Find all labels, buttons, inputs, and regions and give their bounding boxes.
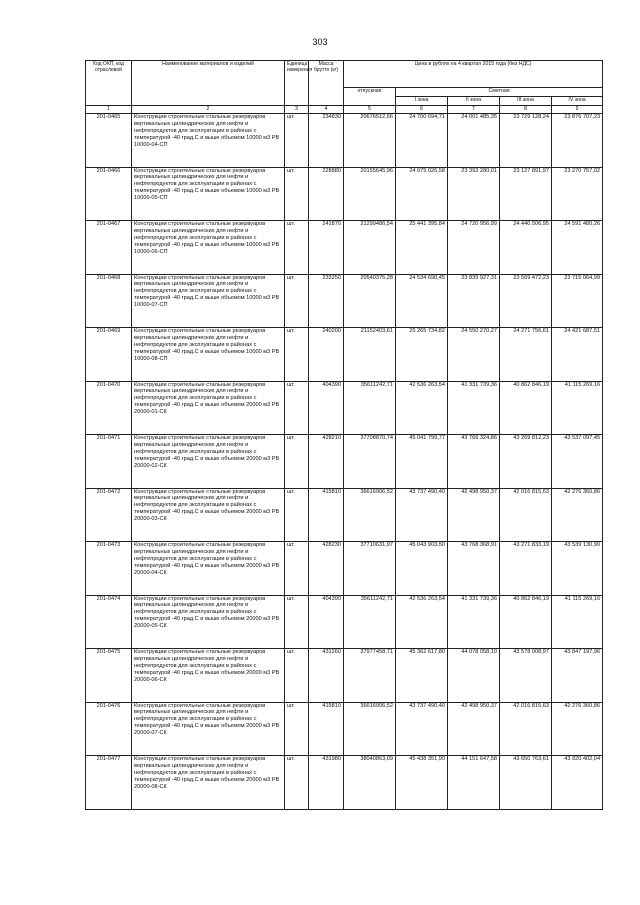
item-name: Конструкции строительные стальные резервуаров вертикальных цилиндрических для нефти и нефтепродуктов для эксплуатации в районах с температурой -40 град.С и выше объемом 10000 м3 РВ 10000-07-СП xyxy=(132,274,285,328)
table-row xyxy=(86,542,603,596)
release-price: 38040863,09 xyxy=(344,756,396,810)
zone-1-price: 45 362 617,80 xyxy=(396,649,448,703)
table-row xyxy=(86,114,603,168)
zone-2-price: 42 498 950,37 xyxy=(448,488,500,542)
zone-4-price: 23 270 757,02 xyxy=(552,167,603,221)
item-unit: шт. xyxy=(285,435,309,489)
column-number: 1 xyxy=(86,106,132,114)
zone-1-price: 43 737 490,40 xyxy=(396,702,448,756)
table-row xyxy=(86,595,603,649)
zone-2-price: 24 550 270,27 xyxy=(448,328,500,382)
price-table xyxy=(85,60,603,810)
item-name: Конструкции строительные стальные резервуаров вертикальных цилиндрических для нефти и нефтепродуктов для эксплуатации в районах с температурой -40 град.С и выше объемом 20000 м3 РВ 20000-08-СК xyxy=(132,756,285,810)
table-row xyxy=(86,167,603,221)
item-name: Конструкции строительные стальные резервуаров вертикальных цилиндрических для нефти и нефтепродуктов для эксплуатации в районах с температурой -40 град.С и выше объемом 20000 м3 РВ 20000-05-СК xyxy=(132,595,285,649)
release-price: 36616906,52 xyxy=(344,488,396,542)
item-unit: шт. xyxy=(285,542,309,596)
item-mass: 233250 xyxy=(309,274,344,328)
item-unit: шт. xyxy=(285,167,309,221)
zone-2-price: 41 331 739,36 xyxy=(448,381,500,435)
column-number: 3 xyxy=(285,106,309,114)
release-price: 37977458,71 xyxy=(344,649,396,703)
item-name: Конструкции строительные стальные резервуаров вертикальных цилиндрических для нефти и нефтепродуктов для эксплуатации в районах с температурой -40 град.С и выше объемом 10000 м3 РВ 10000-04-СП xyxy=(132,114,285,168)
item-unit: шт. xyxy=(285,756,309,810)
item-code: 201-0477 xyxy=(86,756,132,810)
item-code: 201-0476 xyxy=(86,702,132,756)
item-name: Конструкции строительные стальные резервуаров вертикальных цилиндрических для нефти и нефтепродуктов для эксплуатации в районах с температурой -40 град.С и выше объемом 20000 м3 РВ 20000-03-СК xyxy=(132,488,285,542)
item-mass: 415810 xyxy=(309,702,344,756)
zone-2-price: 44 078 058,10 xyxy=(448,649,500,703)
zone-2-price: 43 766 324,86 xyxy=(448,435,500,489)
zone-1-price: 24 075 026,58 xyxy=(396,167,448,221)
item-name: Конструкции строительные стальные резервуаров вертикальных цилиндрических для нефти и нефтепродуктов для эксплуатации в районах с температурой -40 град.С и выше объемом 20000 м3 РВ 20000-01-СК xyxy=(132,381,285,435)
release-price: 37710631,97 xyxy=(344,542,396,596)
release-price: 21152403,61 xyxy=(344,328,396,382)
release-price: 20676512,66 xyxy=(344,114,396,168)
zone-4-price: 23 876 707,23 xyxy=(552,114,603,168)
item-mass: 431260 xyxy=(309,649,344,703)
item-code: 201-0471 xyxy=(86,435,132,489)
item-mass: 428210 xyxy=(309,435,344,489)
item-code: 201-0472 xyxy=(86,488,132,542)
item-name: Конструкции строительные стальные резервуаров вертикальных цилиндрических для нефти и нефтепродуктов для эксплуатации в районах с температурой -40 град.С и выше объемом 20000 м3 РВ 20000-06-СК xyxy=(132,649,285,703)
header-release: отпускная xyxy=(344,88,396,106)
item-mass: 415810 xyxy=(309,488,344,542)
release-price: 35611242,71 xyxy=(344,381,396,435)
table-row xyxy=(86,488,603,542)
item-unit: шт. xyxy=(285,649,309,703)
item-name: Конструкции строительные стальные резервуаров вертикальных цилиндрических для нефти и нефтепродуктов для эксплуатации в районах с температурой -40 град.С и выше объемом 10000 м3 РВ 10000-06-СП xyxy=(132,221,285,275)
zone-1-price: 45 041 799,77 xyxy=(396,435,448,489)
item-unit: шт. xyxy=(285,595,309,649)
zone-4-price: 43 920 402,04 xyxy=(552,756,603,810)
zone-3-price: 23 569 472,23 xyxy=(500,274,552,328)
item-mass: 404390 xyxy=(309,381,344,435)
zone-3-price: 23 729 128,24 xyxy=(500,114,552,168)
zone-1-price: 42 536 263,54 xyxy=(396,381,448,435)
item-unit: шт. xyxy=(285,274,309,328)
item-unit: шт. xyxy=(285,381,309,435)
release-price: 20540375,28 xyxy=(344,274,396,328)
zone-1-price: 24 534 690,45 xyxy=(396,274,448,328)
zone-4-price: 23 715 064,99 xyxy=(552,274,603,328)
zone-1-price: 42 536 263,54 xyxy=(396,595,448,649)
release-price: 35611242,71 xyxy=(344,595,396,649)
zone-4-price: 41 115 269,16 xyxy=(552,381,603,435)
column-number: 8 xyxy=(500,106,552,114)
table-row xyxy=(86,328,603,382)
zone-1-price: 43 737 490,40 xyxy=(396,488,448,542)
item-code: 201-0475 xyxy=(86,649,132,703)
header-unit: Единица измерения xyxy=(285,61,309,106)
item-mass: 241870 xyxy=(309,221,344,275)
release-price: 36616906,52 xyxy=(344,702,396,756)
header-zone-1: I зона xyxy=(396,97,448,106)
zone-3-price: 43 269 812,23 xyxy=(500,435,552,489)
zone-4-price: 43 537 097,45 xyxy=(552,435,603,489)
column-number: 7 xyxy=(448,106,500,114)
item-code: 201-0465 xyxy=(86,114,132,168)
header-zone-3: III зона xyxy=(500,97,552,106)
item-code: 201-0468 xyxy=(86,274,132,328)
zone-2-price: 44 151 647,58 xyxy=(448,756,500,810)
zone-3-price: 43 650 763,61 xyxy=(500,756,552,810)
item-name: Конструкции строительные стальные резервуаров вертикальных цилиндрических для нефти и нефтепродуктов для эксплуатации в районах с температурой -40 град.С и выше объемом 10000 м3 РВ 10000-05-СП xyxy=(132,167,285,221)
table-row xyxy=(86,649,603,703)
zone-2-price: 23 393 280,01 xyxy=(448,167,500,221)
column-number: 6 xyxy=(396,106,448,114)
item-name: Конструкции строительные стальные резервуаров вертикальных цилиндрических для нефти и нефтепродуктов для эксплуатации в районах с температурой -40 град.С и выше объемом 20000 м3 РВ 20000-07-СК xyxy=(132,702,285,756)
zone-3-price: 43 271 833,19 xyxy=(500,542,552,596)
release-price: 20155645,96 xyxy=(344,167,396,221)
item-code: 201-0469 xyxy=(86,328,132,382)
zone-4-price: 41 115 269,16 xyxy=(552,595,603,649)
item-name: Конструкции строительные стальные резервуаров вертикальных цилиндрических для нефти и нефтепродуктов для эксплуатации в районах с температурой -40 град.С и выше объемом 10000 м3 РВ 10000-08-СП xyxy=(132,328,285,382)
zone-3-price: 24 271 756,61 xyxy=(500,328,552,382)
zone-4-price: 43 847 197,96 xyxy=(552,649,603,703)
zone-3-price: 40 862 846,19 xyxy=(500,595,552,649)
header-estimate: Сметная xyxy=(396,88,603,97)
item-code: 201-0470 xyxy=(86,381,132,435)
zone-1-price: 24 700 694,71 xyxy=(396,114,448,168)
zone-4-price: 24 591 480,26 xyxy=(552,221,603,275)
zone-3-price: 42 016 815,63 xyxy=(500,488,552,542)
item-mass: 228880 xyxy=(309,167,344,221)
zone-2-price: 41 331 739,36 xyxy=(448,595,500,649)
zone-3-price: 40 862 846,19 xyxy=(500,381,552,435)
zone-2-price: 24 720 956,99 xyxy=(448,221,500,275)
header-price-group: Цена в рублях на 4 квартал 2015 года (без НДС) xyxy=(344,61,603,88)
item-unit: шт. xyxy=(285,114,309,168)
table-row xyxy=(86,435,603,489)
table-row xyxy=(86,274,603,328)
zone-1-price: 45 438 351,90 xyxy=(396,756,448,810)
item-unit: шт. xyxy=(285,221,309,275)
zone-3-price: 42 016 815,63 xyxy=(500,702,552,756)
zone-2-price: 23 839 927,31 xyxy=(448,274,500,328)
zone-2-price: 42 498 950,37 xyxy=(448,702,500,756)
item-unit: шт. xyxy=(285,702,309,756)
table-body xyxy=(86,114,603,810)
zone-2-price: 24 001 485,35 xyxy=(448,114,500,168)
item-code: 201-0466 xyxy=(86,167,132,221)
item-mass: 234830 xyxy=(309,114,344,168)
zone-2-price: 43 768 368,91 xyxy=(448,542,500,596)
zone-1-price: 25 441 395,84 xyxy=(396,221,448,275)
item-unit: шт. xyxy=(285,328,309,382)
table-row xyxy=(86,381,603,435)
header-code: Код ОКП, код отраслевой xyxy=(86,61,132,106)
header-name: Наименование материалов и изделий xyxy=(132,61,285,106)
column-number: 2 xyxy=(132,106,285,114)
item-unit: шт. xyxy=(285,488,309,542)
zone-1-price: 45 043 903,50 xyxy=(396,542,448,596)
header-mass: Масса брутто (кг) xyxy=(309,61,344,106)
column-number: 9 xyxy=(552,106,603,114)
table-row xyxy=(86,702,603,756)
zone-3-price: 24 440 506,95 xyxy=(500,221,552,275)
item-name: Конструкции строительные стальные резервуаров вертикальных цилиндрических для нефти и нефтепродуктов для эксплуатации в районах с температурой -40 град.С и выше объемом 20000 м3 РВ 20000-04-СК xyxy=(132,542,285,596)
item-name: Конструкции строительные стальные резервуаров вертикальных цилиндрических для нефти и нефтепродуктов для эксплуатации в районах с температурой -40 град.С и выше объемом 20000 м3 РВ 20000-02-СК xyxy=(132,435,285,489)
column-number: 4 xyxy=(309,106,344,114)
zone-3-price: 43 578 008,97 xyxy=(500,649,552,703)
header-zone-4: IV зона xyxy=(552,97,603,106)
item-code: 201-0467 xyxy=(86,221,132,275)
zone-4-price: 24 421 687,51 xyxy=(552,328,603,382)
zone-4-price: 42 276 360,86 xyxy=(552,488,603,542)
zone-4-price: 43 539 130,90 xyxy=(552,542,603,596)
item-code: 201-0474 xyxy=(86,595,132,649)
page-number: 303 xyxy=(312,37,328,47)
item-mass: 404390 xyxy=(309,595,344,649)
table-row xyxy=(86,221,603,275)
zone-4-price: 42 276 360,86 xyxy=(552,702,603,756)
item-mass: 428230 xyxy=(309,542,344,596)
zone-3-price: 23 127 891,97 xyxy=(500,167,552,221)
zone-1-price: 25 265 734,82 xyxy=(396,328,448,382)
column-number-row xyxy=(86,106,603,114)
table-row xyxy=(86,756,603,810)
item-code: 201-0473 xyxy=(86,542,132,596)
release-price: 21299486,54 xyxy=(344,221,396,275)
item-mass: 240200 xyxy=(309,328,344,382)
item-mass: 431980 xyxy=(309,756,344,810)
release-price: 37708870,74 xyxy=(344,435,396,489)
header-zone-2: II зона xyxy=(448,97,500,106)
column-number: 5 xyxy=(344,106,396,114)
